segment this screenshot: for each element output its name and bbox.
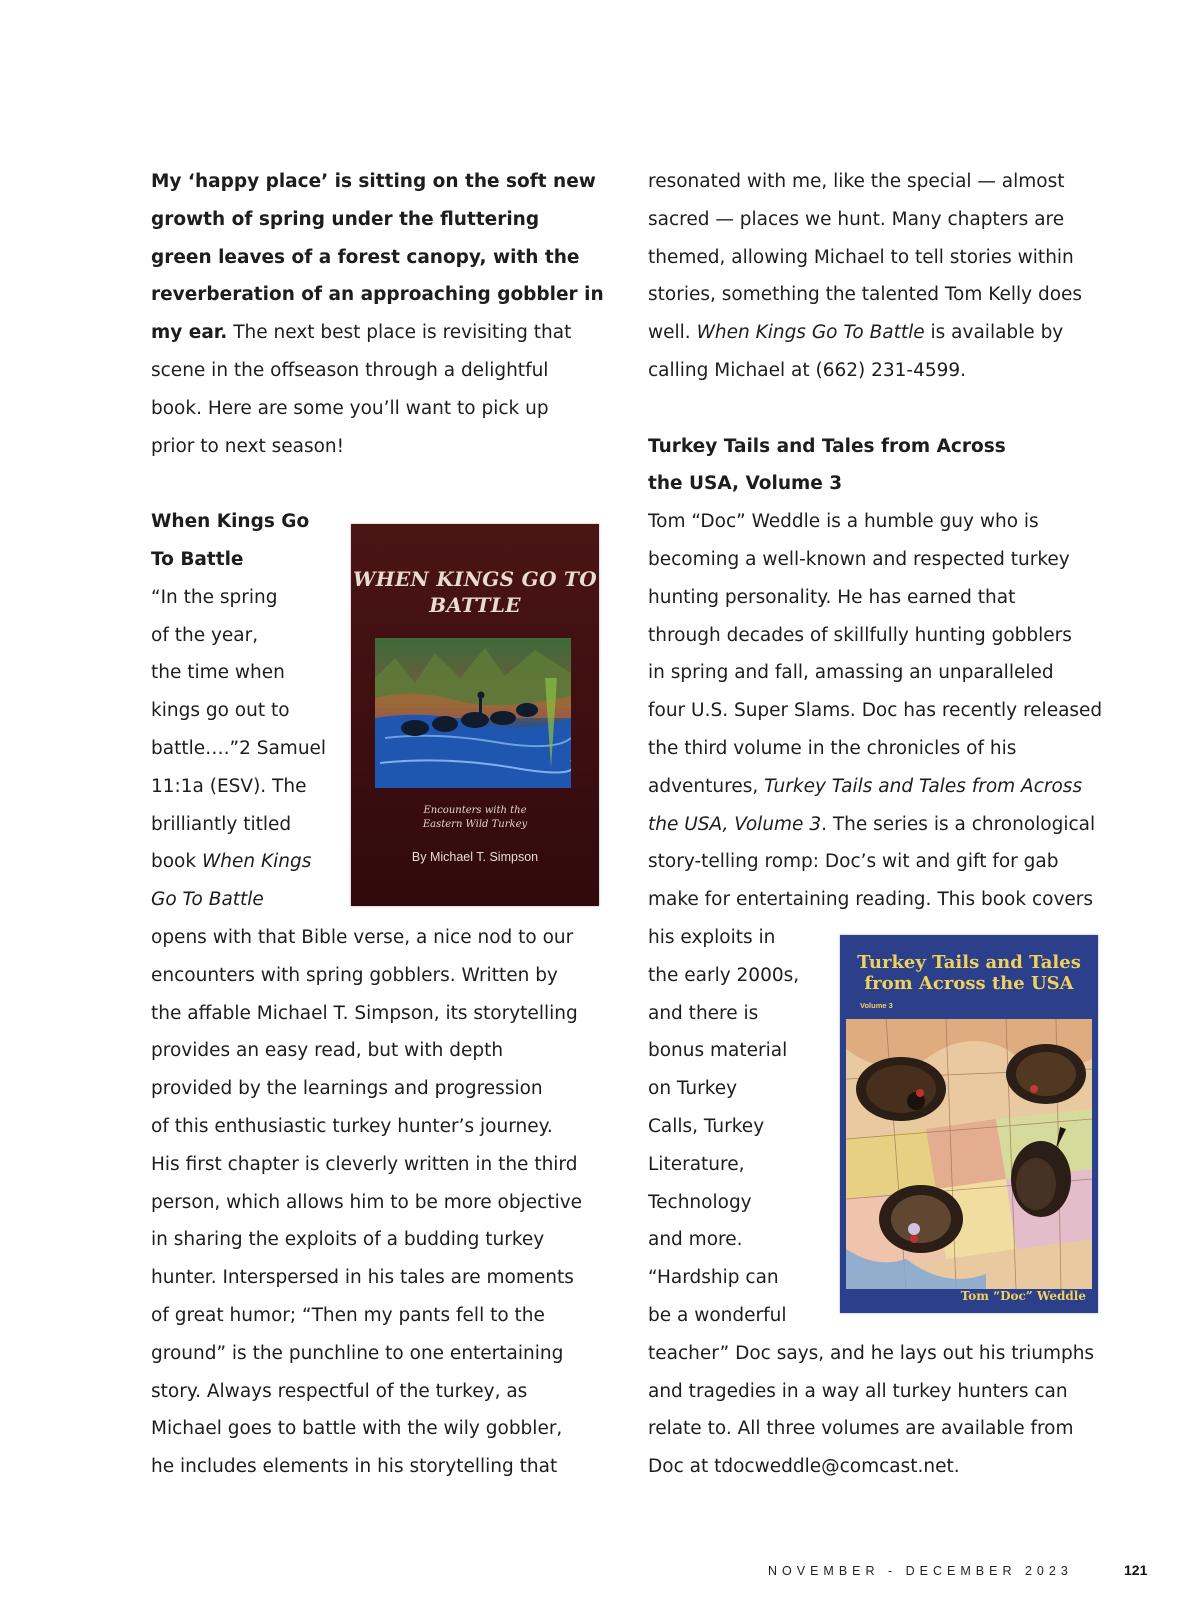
section2-line: “Hardship can <box>648 1267 779 1289</box>
intro-line: prior to next season! <box>151 435 345 457</box>
book-title-italic: When Kings <box>201 851 312 873</box>
book-title-italic: the USA, Volume 3 <box>648 813 822 835</box>
adv-pre: adventures, <box>648 775 765 797</box>
section2-line: Literature, <box>648 1153 745 1175</box>
vol-post: . The series is a chronological <box>821 813 1096 835</box>
book2-volume: Volume 3 <box>860 1001 893 1010</box>
section2-line <box>648 806 1098 844</box>
intro-line: book. Here are some you’ll want to pick up <box>151 397 549 419</box>
section1-line: Michael goes to battle with the wily gobbler, <box>151 1418 563 1440</box>
book2-title-line: from Across the USA <box>864 973 1074 994</box>
section2-line: the third volume in the chronicles of his <box>648 737 1017 759</box>
section1-line: opens with that Bible verse, a nice nod to our <box>151 926 574 948</box>
book1-subtitle-line: Encounters with the <box>423 805 527 816</box>
section2-line: four U.S. Super Slams. Doc has recently released <box>648 700 1103 722</box>
section1-line: in sharing the exploits of a budding turkey <box>151 1229 545 1251</box>
issue-date: NOVEMBER - DECEMBER 2023 <box>768 1564 1073 1578</box>
intro-line: reverberation of an approaching gobbler in <box>151 284 604 306</box>
section2-line: and more. <box>648 1229 743 1251</box>
section1-line: the affable Michael T. Simpson, its storytelling <box>151 1002 578 1024</box>
book1-title <box>351 566 599 618</box>
section2-heading: the USA, Volume 3 <box>648 473 843 495</box>
section2-line: story-telling romp: Doc’s wit and gift for gab <box>648 851 1059 873</box>
book1-title-line: BATTLE <box>429 593 521 617</box>
avail-pre: well. <box>648 322 697 344</box>
continuation-line: themed, allowing Michael to tell stories within <box>648 246 1074 268</box>
book-cover-turkey-tails-and-tales <box>840 935 1098 1313</box>
intro-line: green leaves of a forest canopy, with the <box>151 246 580 268</box>
section1-line: of this enthusiastic turkey hunter’s journey. <box>151 1115 553 1137</box>
section1-line: encounters with spring gobblers. Written by <box>151 964 558 986</box>
section2-line: Technology <box>648 1191 752 1213</box>
continuation-line <box>648 314 1098 352</box>
section1-line: 11:1a (ESV). The <box>151 775 307 797</box>
book1-title-line: WHEN KINGS GO TO <box>353 567 597 591</box>
intro-line: growth of spring under the fluttering <box>151 208 540 230</box>
book1-subtitle-line: Eastern Wild Turkey <box>422 819 528 830</box>
section1-line: of the year, <box>151 624 259 646</box>
section2-line: his exploits in <box>648 926 776 948</box>
section2-line: Tom “Doc” Weddle is a humble guy who is <box>648 511 1039 533</box>
book1-subtitle <box>351 804 599 832</box>
book1-author: By Michael T. Simpson <box>411 850 539 864</box>
section2-line: through decades of skillfully hunting gobblers <box>648 624 1072 646</box>
section2-line: in spring and fall, amassing an unparalleled <box>648 662 1054 684</box>
book2-author: Tom “Doc” Weddle <box>960 1289 1086 1303</box>
section2-line <box>648 768 1098 806</box>
section2-line: make for entertaining reading. This book covers <box>648 889 1094 911</box>
page-number: 121 <box>1124 1562 1148 1578</box>
section1-line: the time when <box>151 662 285 684</box>
book-cover-when-kings-go-to-battle <box>351 524 599 906</box>
section1-line: of great humor; “Then my pants fell to the <box>151 1304 545 1326</box>
section1-line: ground” is the punchline to one entertaining <box>151 1342 564 1364</box>
continuation-line: resonated with me, like the special — almost <box>648 171 1065 192</box>
section1-line: kings go out to <box>151 700 290 722</box>
section1-line: “In the spring <box>151 586 278 608</box>
turkey-photo-illustration <box>375 638 571 788</box>
section2-line: bonus material <box>648 1040 788 1062</box>
section2-line: be a wonderful <box>648 1304 787 1326</box>
section2-line: Doc at tdocweddle@comcast.net. <box>648 1456 960 1478</box>
usa-map-turkeys-illustration <box>846 1019 1092 1289</box>
section2-line: and there is <box>648 1002 759 1024</box>
section2-line: on Turkey <box>648 1078 738 1100</box>
section1-heading: To Battle <box>151 548 244 570</box>
section1-line: His first chapter is cleverly written in the third <box>151 1153 578 1175</box>
turkey-figure <box>856 1057 946 1121</box>
continuation-line: sacred — places we hunt. Many chapters are <box>648 208 1065 230</box>
book-title-italic: Turkey Tails and Tales from Across <box>764 775 1083 797</box>
section1-line: battle….”2 Samuel <box>151 737 327 759</box>
section2-line: becoming a well-known and respected turkey <box>648 548 1070 570</box>
section2-line: Calls, Turkey <box>648 1115 765 1137</box>
section1-line: he includes elements in his storytelling that <box>151 1456 558 1478</box>
intro-rest-first: The next best place is revisiting that <box>227 322 572 344</box>
intro-line <box>151 314 601 352</box>
book-pre: book <box>151 851 202 873</box>
section1-line: hunter. Interspersed in his tales are moments <box>151 1267 574 1289</box>
book-title-italic: Go To Battle <box>151 889 264 911</box>
book2-title-line: Turkey Tails and Tales <box>857 952 1081 973</box>
section1-heading: When Kings Go <box>151 511 310 533</box>
avail-post: is available by <box>924 322 1064 344</box>
intro-bold-end: my ear. <box>151 322 228 344</box>
section2-line: hunting personality. He has earned that <box>648 586 1016 608</box>
book2-title <box>840 952 1098 994</box>
section1-line: brilliantly titled <box>151 813 292 835</box>
section1-line: provides an easy read, but with depth <box>151 1040 504 1062</box>
section1-line: provided by the learnings and progression <box>151 1078 543 1100</box>
section2-line: the early 2000s, <box>648 964 800 986</box>
book-title-italic: When Kings Go To Battle <box>696 322 925 344</box>
section1-line: person, which allows him to be more objective <box>151 1191 583 1213</box>
continuation-line: stories, something the talented Tom Kelly does <box>648 284 1083 306</box>
section1-line: story. Always respectful of the turkey, as <box>151 1380 528 1402</box>
section2-line: relate to. All three volumes are available from <box>648 1418 1074 1440</box>
section2-heading: Turkey Tails and Tales from Across <box>648 435 1006 457</box>
section2-line: teacher” Doc says, and he lays out his triumphs <box>648 1342 1095 1364</box>
section2-line: and tragedies in a way all turkey hunters can <box>648 1380 1068 1402</box>
intro-line: scene in the offseason through a delightful <box>151 359 549 381</box>
phone-line: calling Michael at (662) 231-4599. <box>648 359 967 381</box>
intro-line: My ‘happy place’ is sitting on the soft new <box>151 171 596 192</box>
